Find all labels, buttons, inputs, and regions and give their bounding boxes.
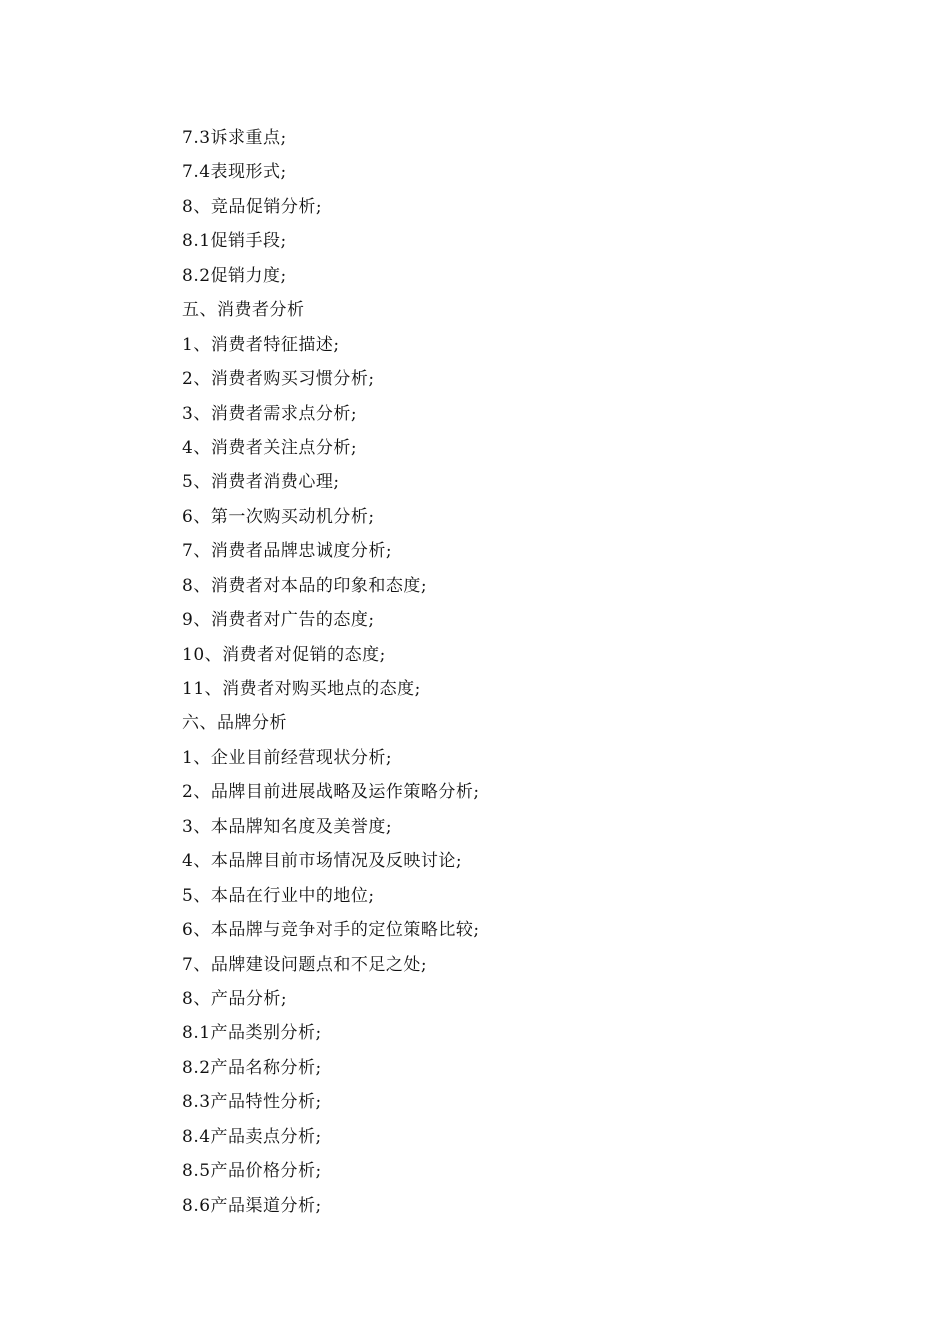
outline-line: 4、消费者关注点分析; [182,437,358,458]
outline-line: 8.4产品卖点分析; [182,1126,322,1147]
outline-line: 8.1产品类别分析; [182,1023,322,1044]
outline-line: 8.1促销手段; [182,231,287,252]
outline-line: 9、消费者对广告的态度; [182,610,375,631]
outline-line: 8.5产品价格分析; [182,1161,322,1182]
outline-line: 4、本品牌目前市场情况及反映讨论; [182,851,463,872]
outline-line: 7、消费者品牌忠诚度分析; [182,541,393,562]
outline-line: 5、本品在行业中的地位; [182,885,375,906]
outline-line: 8、产品分析; [182,988,288,1009]
outline-line: 6、本品牌与竞争对手的定位策略比较; [182,920,480,941]
outline-line: 7.4表现形式; [182,162,287,183]
outline-line: 6、第一次购买动机分析; [182,506,375,527]
section-heading: 五、消费者分析 [182,300,305,321]
outline-line: 7.3诉求重点; [182,128,287,148]
outline-line: 1、消费者特征描述; [182,334,340,355]
outline-line: 8、消费者对本品的印象和态度; [182,575,428,596]
outline-line: 8、竞品促销分析; [182,196,323,217]
outline-line: 11、消费者对购买地点的态度; [182,679,421,699]
outline-line: 8.6产品渠道分析; [182,1195,322,1216]
outline-line: 5、消费者消费心理; [182,472,340,493]
outline-list [182,121,480,1223]
outline-line: 1、企业目前经营现状分析; [182,747,393,768]
outline-line: 8.2产品名称分析; [182,1057,322,1078]
outline-line: 3、消费者需求点分析; [182,403,358,424]
outline-line: 3、本品牌知名度及美誉度; [182,816,393,837]
outline-line: 7、品牌建设问题点和不足之处; [182,954,428,975]
outline-line: 8.2促销力度; [182,265,287,286]
outline-line: 8.3产品特性分析; [182,1092,322,1113]
outline-line: 2、品牌目前进展战略及运作策略分析; [182,782,480,803]
outline-line: 2、消费者购买习惯分析; [182,369,375,390]
outline-line: 10、消费者对促销的态度; [182,644,386,665]
section-heading: 六、品牌分析 [182,713,287,734]
